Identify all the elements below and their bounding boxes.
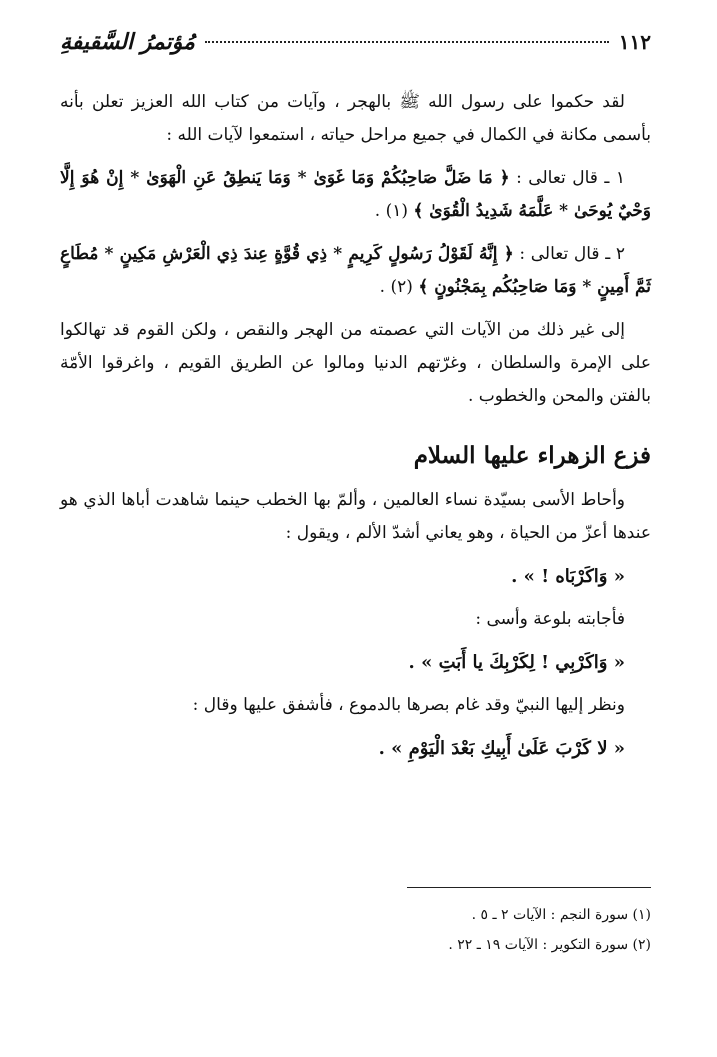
verse-1-footnote-ref: (١) . bbox=[374, 201, 409, 221]
verse-1-text: ﴿ مَا ضَلَّ صَاحِبُكُمْ وَمَا غَوَىٰ * وَمَا يَنطِقُ عَنِ الْهَوَىٰ * إِنْ هُوَ إِلَّا وَحْيٌ يُوحَىٰ * عَلَّمَهُ شَدِيدُ الْقُوَىٰ ﴾ bbox=[60, 168, 651, 221]
intro-paragraph: لقد حكموا على رسول الله ﷺ بالهجر ، وآيات من كتاب الله العزيز تعلن بأنه بأسمى مكانة في الكمال في جميع مراحل حياته ، استمعوا لآيات الله : bbox=[60, 92, 651, 145]
page-body bbox=[60, 86, 651, 775]
footnote-1: (١) سورة النجم : الآيات ٢ ـ ٥ . bbox=[471, 907, 651, 923]
footnote-divider bbox=[407, 887, 651, 888]
footnote-2: (٢) سورة التكوير : الآيات ١٩ ـ ٢٢ . bbox=[448, 937, 651, 953]
verse-2 bbox=[60, 238, 651, 304]
page-number: ١١٢ bbox=[618, 30, 651, 54]
prophet-line: ونظر إليها النبيّ وقد غام بصرها بالدموع ، فأشفق عليها وقال : bbox=[192, 695, 625, 715]
header-dot-leader bbox=[205, 41, 609, 43]
quote-1: « وَاكَرْبَاه ! » . bbox=[511, 566, 625, 587]
verse-2-prefix: ٢ ـ قال تعالى : bbox=[519, 244, 625, 264]
paragraph-3: وأحاط الأسى بسيّدة نساء العالمين ، وألمّ بها الخطب حينما شاهدت أباها الذي هو عندها أعزّ من الحياة ، وهو يعاني أشدّ الألم ، ويقول : bbox=[60, 490, 651, 543]
verse-1 bbox=[60, 162, 651, 228]
verse-2-text: ﴿ إِنَّهُ لَقَوْلُ رَسُولٍ كَرِيمٍ * ذِي قُوَّةٍ عِندَ ذِي الْعَرْشِ مَكِينٍ * مُطَاعٍ ثَمَّ أَمِينٍ * وَمَا صَاحِبُكُم بِمَجْنُونٍ ﴾ bbox=[60, 244, 651, 297]
page-header bbox=[60, 22, 651, 62]
paragraph-2: إلى غير ذلك من الآيات التي عصمته من الهجر والنقص ، ولكن القوم قد تهالكوا على الإمرة والسلطان ، وغرّتهم الدنيا ومالوا عن الطريق القويم ، واغرقوا الأمّة بالفتن والمحن والخطوب . bbox=[60, 320, 651, 406]
answer-line: فأجابته بلوعة وأسى : bbox=[475, 609, 625, 629]
quote-2: « وَاكَرْبِي ! لِكَرْبِكَ يا أَبَتِ » . bbox=[408, 652, 625, 673]
footnotes bbox=[60, 900, 651, 960]
section-title: فزع الزهراء عليها السلام bbox=[413, 442, 651, 469]
book-title: مُؤتمرُ السَّقيفةِ bbox=[60, 29, 195, 55]
verse-2-footnote-ref: (٢) . bbox=[379, 277, 413, 297]
verse-1-prefix: ١ ـ قال تعالى : bbox=[516, 168, 625, 188]
quote-3: « لا كَرْبَ عَلَىٰ أَبِيكِ بَعْدَ الْيَوْمِ » . bbox=[378, 738, 625, 759]
